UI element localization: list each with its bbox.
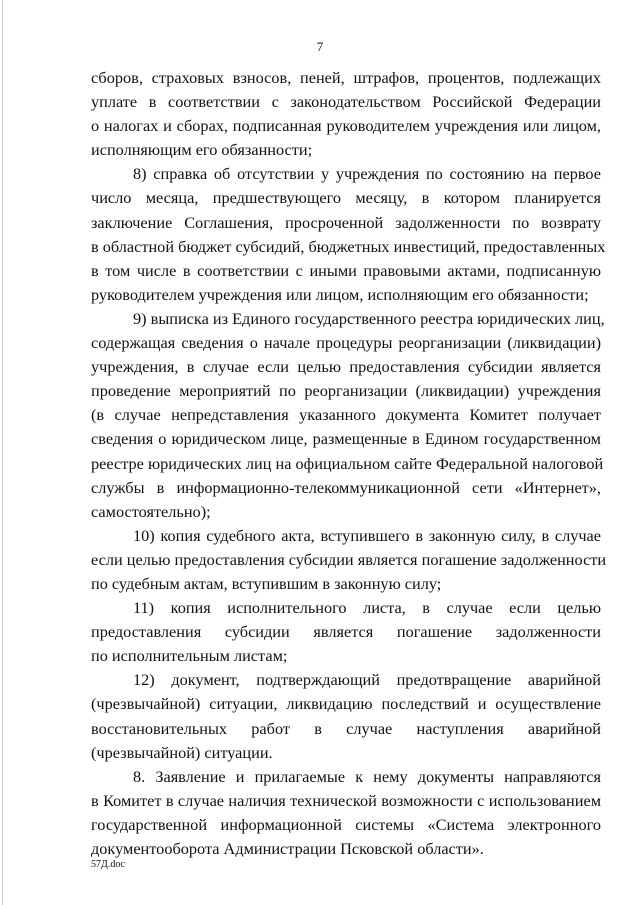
text-line: (чрезвычайной) ситуации, ликвидацию последствий и осуществление bbox=[91, 694, 601, 714]
text-line: восстановительных работ в случае наступления аварийной bbox=[91, 718, 601, 738]
text-line: о налогах и сборах, подписанная руководителем учреждения или лицом, bbox=[91, 116, 601, 136]
text-line: службы в информационно-телекоммуникационной сети «Интернет», bbox=[91, 477, 601, 497]
text-line: в том числе в соответствии с иными правовыми актами, подписанную bbox=[91, 260, 601, 280]
text-line: содержащая сведения о начале процедуры реорганизации (ликвидации) bbox=[91, 333, 601, 353]
text-line: учреждения, в случае если целью предоставления субсидии является bbox=[91, 357, 601, 377]
text-line: в Комитет в случае наличия технической возможности с использованием bbox=[91, 790, 601, 810]
text-line: предоставления субсидии является погашение задолженности bbox=[91, 622, 601, 642]
text-line: проведение мероприятий по реорганизации (ликвидации) учреждения bbox=[91, 381, 601, 401]
text-line: 8) справка об отсутствии у учреждения по состоянию на первое bbox=[133, 164, 601, 184]
text-line: по судебным актам, вступившим в законную силу; bbox=[91, 573, 442, 593]
scan-edge-line bbox=[2, 0, 3, 905]
text-line: 10) копия судебного акта, вступившего в законную силу, в случае bbox=[133, 525, 601, 545]
text-line: руководителем учреждения или лицом, исполняющим его обязанности; bbox=[91, 284, 589, 304]
footer-filename: 57Д.doc bbox=[91, 859, 125, 870]
text-line: в областной бюджет субсидий, бюджетных инвестиций, предоставленных bbox=[91, 236, 606, 256]
text-line: сведения о юридическом лице, размещенные в Едином государственном bbox=[91, 429, 601, 449]
text-line: реестре юридических лиц на официальном сайте Федеральной налоговой bbox=[91, 453, 604, 473]
page-number: 7 bbox=[316, 39, 324, 54]
text-line: заключение Соглашения, просроченной задолженности по возврату bbox=[91, 212, 601, 232]
text-line: (в случае непредставления указанного документа Комитет получает bbox=[91, 405, 601, 425]
text-line: уплате в соответствии с законодательством Российской Федерации bbox=[91, 92, 601, 112]
text-line: 11) копия исполнительного листа, в случае если целью bbox=[133, 598, 601, 618]
text-line: сборов, страховых взносов, пеней, штрафов, процентов, подлежащих bbox=[91, 68, 601, 87]
text-line: 12) документ, подтверждающий предотвращение аварийной bbox=[133, 670, 601, 690]
text-line: государственной информационной системы «Система электронного bbox=[91, 814, 601, 834]
text-line: 9) выписка из Единого государственного реестра юридических лиц, bbox=[133, 308, 605, 328]
document-body bbox=[91, 66, 607, 861]
text-line: 8. Заявление и прилагаемые к нему документы направляются bbox=[133, 766, 601, 786]
text-line: самостоятельно); bbox=[91, 501, 211, 521]
text-line: (чрезвычайной) ситуации. bbox=[91, 742, 273, 762]
text-line: если целью предоставления субсидии является погашение задолженности bbox=[91, 549, 607, 569]
text-line: документооборота Администрации Псковской области». bbox=[91, 839, 484, 858]
text-line: по исполнительным листам; bbox=[91, 646, 288, 666]
text-line: исполняющим его обязанности; bbox=[91, 140, 313, 160]
text-line: число месяца, предшествующего месяцу, в котором планируется bbox=[91, 188, 601, 208]
